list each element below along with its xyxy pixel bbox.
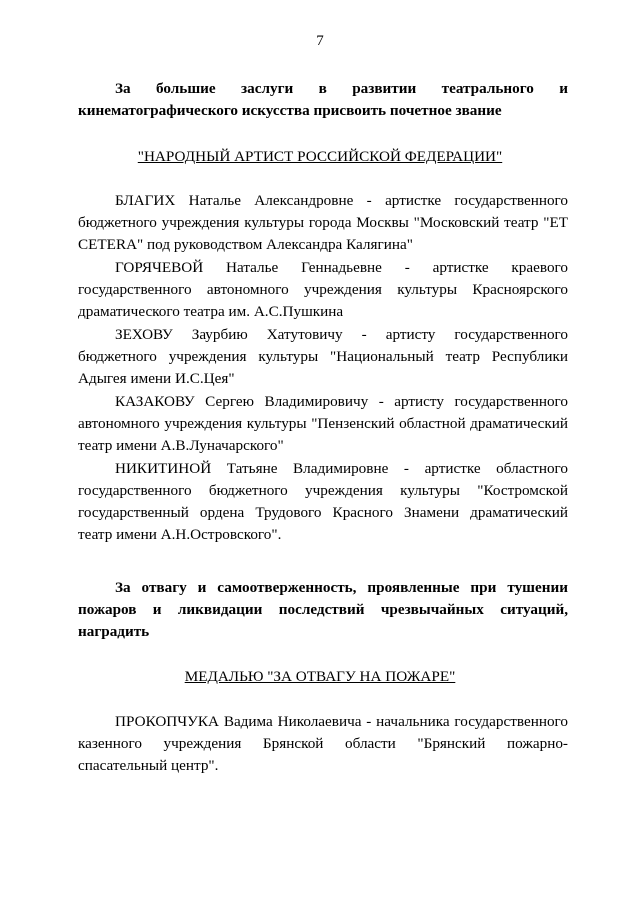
entry-surname: ГОРЯЧЕВОЙ [115, 259, 204, 276]
award-entry [78, 257, 568, 323]
entry-text: Татьяне Владимировне - артистке областного государственного бюджетного учреждения культуры "Костромской государственный ордена Трудового Красного Знамени драматический театр имени А.Н.Островского". [78, 460, 568, 543]
entry-surname: БЛАГИХ [115, 192, 176, 209]
section2-heading: За отвагу и самоотверженность, проявленные при тушении пожаров и ликвидации последствий чрезвычайных ситуаций, наградить [78, 579, 568, 640]
entry-surname: НИКИТИНОЙ [115, 460, 212, 477]
entry-text: Вадима Николаевича - начальника государственного казенного учреждения Брянской области "Брянский пожарно-спасательный центр". [78, 713, 568, 774]
entry-text: Заурбию Хатутовичу - артисту государственного бюджетного учреждения культуры "Национальный театр Республики Адыгея имени И.С.Цея" [78, 326, 568, 387]
entry-text: Наталье Геннадьевне - артистке краевого государственного автономного учреждения культуры Красноярского драматического театра им. А.С.Пушкина [78, 259, 568, 320]
section2-entries [78, 711, 568, 778]
section1-heading: За большие заслуги в развитии театрального и кинематографического искусства присвоить почетное звание [78, 80, 568, 119]
award-entry [78, 711, 568, 777]
page-number: 7 [316, 33, 324, 49]
entry-text: Сергею Владимировичу - артисту государственного автономного учреждения культуры "Пензенский областной драматический театр имени А.В.Луначарского" [78, 393, 568, 454]
entry-surname: КАЗАКОВУ [115, 393, 195, 410]
entry-surname: ЗЕХОВУ [115, 326, 173, 343]
section2-title: МЕДАЛЬЮ "ЗА ОТВАГУ НА ПОЖАРЕ" [184, 668, 456, 685]
award-entry [78, 458, 568, 546]
entry-text: Наталье Александровне - артистке государственного бюджетного учреждения культуры города Москвы "Московский театр "ЕТ CETERA" под руководством Александра Калягина" [78, 192, 568, 253]
award-entry [78, 190, 568, 256]
award-entry [78, 391, 568, 457]
section1-title: "НАРОДНЫЙ АРТИСТ РОССИЙСКОЙ ФЕДЕРАЦИИ" [137, 148, 503, 165]
entry-surname: ПРОКОПЧУКА [115, 713, 219, 730]
award-entry [78, 324, 568, 390]
section1-entries [78, 190, 568, 547]
